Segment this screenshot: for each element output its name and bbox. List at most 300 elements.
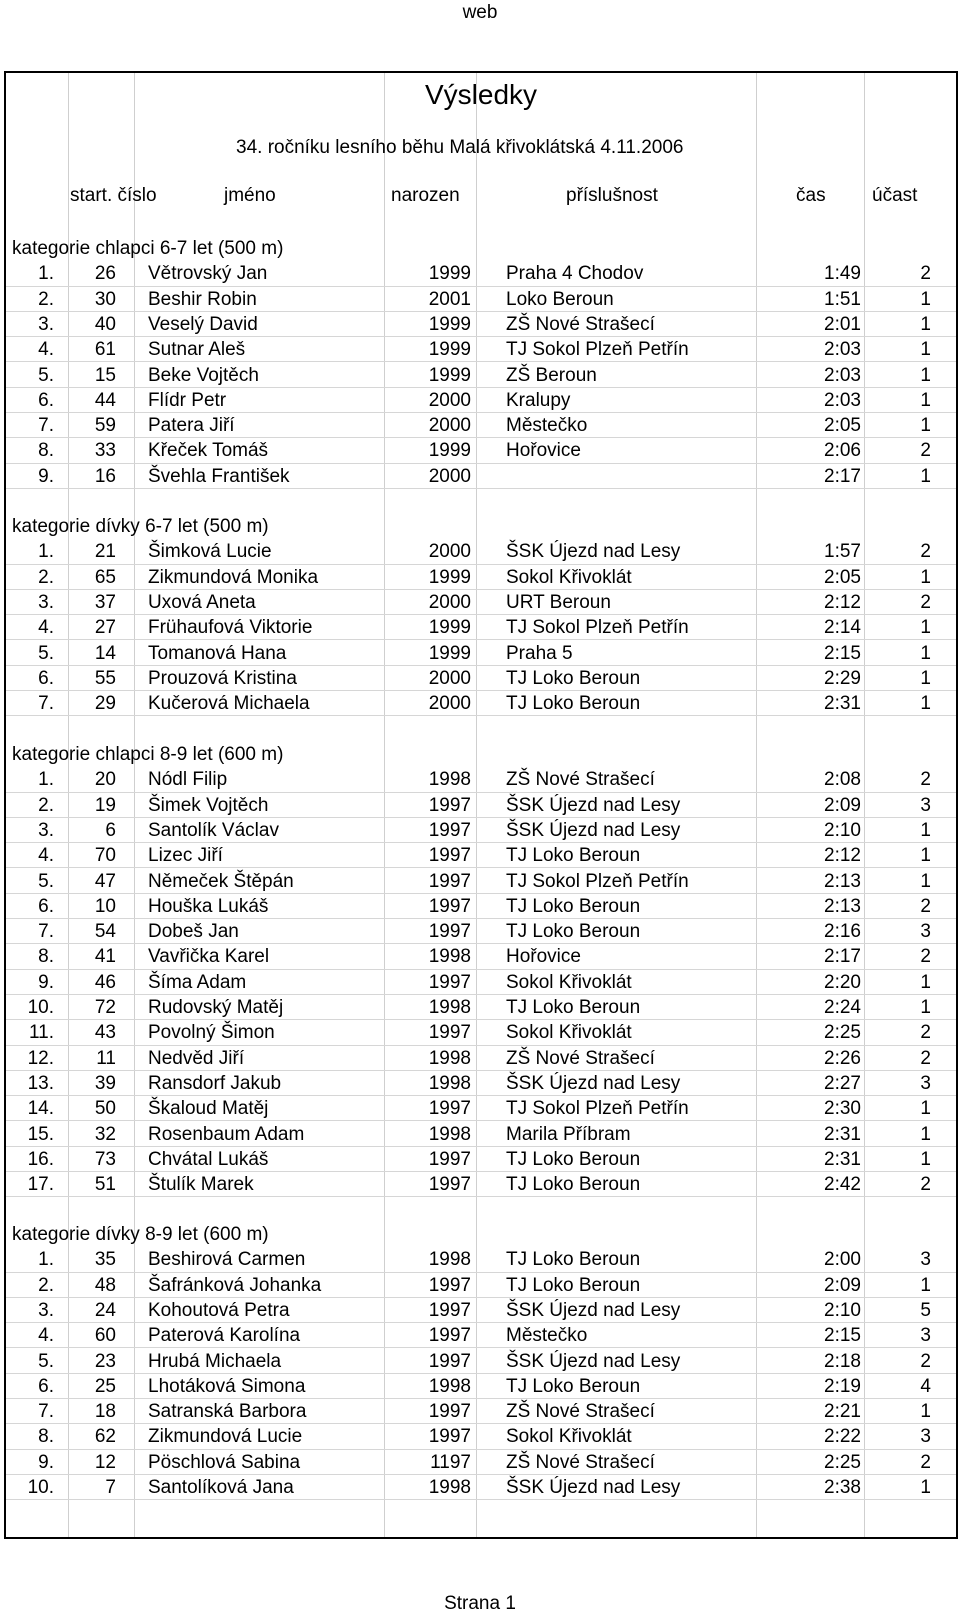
results-sheet [4, 71, 958, 1539]
cell-poradi: 6. [38, 667, 54, 689]
cell-ucast: 1 [920, 667, 931, 689]
cell-cislo: 43 [94, 1022, 116, 1044]
cell-cislo: 27 [94, 617, 116, 639]
cell-jmeno: Pöschlová Sabina [148, 1451, 301, 1473]
cell-narozen: 2000 [428, 667, 471, 689]
table-row [6, 412, 956, 438]
cell-ucast: 1 [920, 1148, 931, 1170]
cell-ucast: 2 [920, 440, 931, 462]
cell-narozen: 1997 [428, 1274, 471, 1296]
cell-prislusnost: TJ Loko Beroun [506, 1375, 641, 1397]
cell-narozen: 1197 [430, 1451, 471, 1473]
cell-jmeno: Vavřička Karel [148, 946, 270, 968]
cell-cislo: 37 [94, 591, 116, 613]
cell-narozen: 1997 [428, 819, 471, 841]
cell-cislo: 23 [94, 1350, 116, 1372]
cell-ucast: 1 [920, 1477, 931, 1498]
cell-cislo: 12 [94, 1451, 116, 1473]
cell-prislusnost: Sokol Křivoklát [506, 1426, 632, 1448]
cell-cislo: 35 [94, 1249, 116, 1271]
cell-prislusnost: ŠSK Újezd nad Lesy [506, 1477, 681, 1498]
cell-jmeno: Dobeš Jan [148, 921, 239, 943]
cell-cas: 2:31 [824, 1123, 861, 1145]
cell-ucast: 1 [920, 364, 931, 386]
table-row [6, 842, 956, 868]
cell-jmeno: Santolík Václav [148, 819, 279, 841]
cell-poradi: 2. [38, 794, 54, 816]
cell-narozen: 1997 [428, 1174, 471, 1196]
cell-jmeno: Zikmundová Monika [148, 566, 319, 588]
table-row [6, 1373, 956, 1399]
table-row [6, 362, 956, 388]
cell-poradi: 13. [27, 1072, 54, 1094]
cell-jmeno: Flídr Petr [148, 389, 227, 411]
cell-cas: 2:26 [824, 1047, 861, 1069]
cell-prislusnost: ŠSK Újezd nad Lesy [506, 1350, 681, 1372]
cell-jmeno: Kohoutová Petra [148, 1299, 290, 1321]
cell-ucast: 5 [920, 1299, 931, 1321]
cell-cislo: 70 [94, 845, 116, 867]
cell-poradi: 1. [38, 769, 54, 791]
cell-jmeno: Kučerová Michaela [148, 693, 310, 715]
cell-cas: 2:10 [824, 1299, 861, 1321]
cell-jmeno: Chvátal Lukáš [148, 1148, 269, 1170]
table-row [6, 589, 956, 615]
cell-cas: 2:09 [824, 1274, 861, 1296]
table-row [6, 918, 956, 944]
cell-cislo: 21 [94, 541, 116, 563]
column-header-ucast: účast [872, 185, 918, 206]
cell-narozen: 1998 [428, 997, 471, 1018]
cell-cas: 2:00 [824, 1249, 861, 1271]
category-heading: kategorie dívky 6-7 let (500 m) [12, 516, 269, 537]
cell-poradi: 5. [38, 1350, 54, 1372]
cell-cislo: 39 [94, 1072, 116, 1094]
column-header-jmeno: jméno [224, 185, 276, 206]
cell-cislo: 46 [94, 971, 116, 993]
cell-prislusnost: TJ Loko Beroun [506, 895, 641, 917]
cell-cas: 2:05 [824, 415, 861, 437]
cell-narozen: 1997 [428, 1148, 471, 1170]
cell-prislusnost: Praha 4 Chodov [506, 263, 644, 285]
table-row [6, 1449, 956, 1475]
cell-poradi: 6. [38, 389, 54, 411]
cell-poradi: 9. [38, 465, 54, 487]
cell-cislo: 41 [94, 946, 116, 968]
cell-jmeno: Lizec Jiří [148, 845, 223, 867]
cell-ucast: 2 [920, 1022, 931, 1044]
table-row [6, 1272, 956, 1298]
cell-prislusnost: TJ Sokol Plzeň Petřín [506, 339, 689, 361]
cell-cas: 2:15 [824, 1325, 861, 1347]
cell-narozen: 2000 [428, 541, 471, 563]
cell-cislo: 44 [94, 389, 116, 411]
cell-cislo: 30 [94, 288, 116, 310]
cell-ucast: 1 [920, 870, 931, 892]
cell-poradi: 14. [27, 1098, 54, 1120]
cell-poradi: 2. [38, 1274, 54, 1296]
cell-cas: 2:12 [824, 845, 861, 867]
cell-jmeno: Patera Jiří [148, 415, 235, 437]
cell-cislo: 72 [94, 997, 116, 1018]
cell-cislo: 19 [94, 794, 116, 816]
cell-poradi: 7. [38, 415, 54, 437]
cell-cislo: 73 [94, 1148, 116, 1170]
cell-ucast: 3 [920, 1249, 931, 1271]
cell-prislusnost: Kralupy [506, 389, 571, 411]
cell-cislo: 26 [94, 263, 116, 285]
table-row [6, 1095, 956, 1121]
table-row [6, 1121, 956, 1147]
cell-cas: 1:51 [824, 288, 861, 310]
cell-cislo: 55 [94, 667, 116, 689]
table-row [6, 387, 956, 413]
cell-jmeno: Povolný Šimon [148, 1022, 275, 1044]
cell-narozen: 2000 [428, 465, 471, 487]
cell-ucast: 2 [920, 946, 931, 968]
cell-jmeno: Šafránková Johanka [148, 1274, 322, 1296]
cell-cas: 2:06 [824, 440, 861, 462]
cell-ucast: 1 [920, 389, 931, 411]
cell-ucast: 1 [920, 642, 931, 664]
cell-narozen: 2000 [428, 389, 471, 411]
cell-cislo: 32 [94, 1123, 116, 1145]
page-title: Výsledky [424, 79, 538, 110]
cell-ucast: 2 [920, 1350, 931, 1372]
cell-narozen: 1997 [428, 1325, 471, 1347]
page-header: web [462, 2, 498, 23]
table-row [6, 969, 956, 995]
cell-ucast: 1 [920, 339, 931, 361]
cell-poradi: 8. [38, 440, 54, 462]
cell-jmeno: Větrovský Jan [148, 263, 268, 285]
cell-jmeno: Nedvěd Jiří [148, 1047, 245, 1069]
cell-prislusnost: ŠSK Újezd nad Lesy [506, 1299, 681, 1321]
table-row [6, 665, 956, 691]
cell-jmeno: Švehla František [148, 465, 290, 487]
cell-prislusnost: Sokol Křivoklát [506, 1022, 632, 1044]
cell-cas: 2:03 [824, 389, 861, 411]
cell-jmeno: Němeček Štěpán [148, 870, 294, 892]
cell-cas: 2:31 [824, 1148, 861, 1170]
cell-narozen: 1998 [428, 1072, 471, 1094]
cell-prislusnost: Marila Příbram [506, 1123, 631, 1145]
cell-narozen: 1998 [428, 1477, 471, 1498]
cell-prislusnost: TJ Loko Beroun [506, 921, 641, 943]
cell-poradi: 15. [27, 1123, 54, 1145]
cell-cas: 2:20 [824, 971, 861, 993]
cell-ucast: 1 [920, 1123, 931, 1145]
cell-prislusnost: Hořovice [506, 946, 581, 968]
cell-cas: 2:42 [824, 1174, 861, 1196]
cell-narozen: 1997 [428, 1426, 471, 1448]
cell-cas: 2:09 [824, 794, 861, 816]
cell-narozen: 1999 [428, 642, 471, 664]
cell-cas: 2:19 [824, 1375, 861, 1397]
cell-poradi: 5. [38, 870, 54, 892]
table-row [6, 463, 956, 489]
cell-jmeno: Sutnar Aleš [148, 339, 246, 361]
cell-ucast: 2 [920, 1451, 931, 1473]
cell-ucast: 2 [920, 769, 931, 791]
cell-cislo: 25 [94, 1375, 116, 1397]
cell-prislusnost: TJ Loko Beroun [506, 1148, 641, 1170]
cell-poradi: 3. [38, 819, 54, 841]
cell-prislusnost: URT Beroun [506, 591, 611, 613]
cell-jmeno: Prouzová Kristina [148, 667, 297, 689]
cell-cas: 2:24 [824, 997, 861, 1018]
cell-cislo: 16 [94, 465, 116, 487]
cell-cislo: 54 [94, 921, 116, 943]
cell-narozen: 1998 [428, 1249, 471, 1271]
cell-ucast: 2 [920, 1047, 931, 1069]
cell-prislusnost: ŠSK Újezd nad Lesy [506, 1072, 681, 1094]
cell-cislo: 48 [94, 1274, 116, 1296]
cell-ucast: 3 [920, 921, 931, 943]
cell-poradi: 3. [38, 591, 54, 613]
cell-ucast: 3 [920, 794, 931, 816]
cell-ucast: 2 [920, 591, 931, 613]
cell-ucast: 1 [920, 415, 931, 437]
cell-cislo: 59 [94, 415, 116, 437]
cell-prislusnost: TJ Sokol Plzeň Petřín [506, 617, 689, 639]
cell-jmeno: Uxová Aneta [148, 591, 256, 613]
column-header-cas: čas [796, 185, 826, 206]
cell-cas: 2:15 [824, 642, 861, 664]
table-row [6, 690, 956, 716]
cell-ucast: 3 [920, 1072, 931, 1094]
cell-narozen: 1997 [428, 921, 471, 943]
cell-poradi: 2. [38, 288, 54, 310]
cell-poradi: 7. [38, 1401, 54, 1423]
table-row [6, 868, 956, 894]
cell-cislo: 47 [94, 870, 116, 892]
category-heading: kategorie dívky 8-9 let (600 m) [12, 1224, 269, 1245]
column-header-narozen: narozen [391, 185, 460, 206]
cell-narozen: 1999 [428, 313, 471, 335]
cell-ucast: 2 [920, 263, 931, 285]
cell-narozen: 1997 [428, 1350, 471, 1372]
cell-prislusnost: TJ Loko Beroun [506, 693, 641, 715]
cell-jmeno: Beke Vojtěch [148, 364, 259, 386]
cell-poradi: 10. [27, 1477, 54, 1498]
table-row [6, 336, 956, 362]
cell-cas: 2:25 [824, 1022, 861, 1044]
cell-narozen: 1998 [428, 769, 471, 791]
cell-prislusnost: ZŠ Nové Strašecí [506, 1401, 655, 1423]
table-row [6, 437, 956, 463]
cell-prislusnost: Městečko [506, 415, 588, 437]
cell-poradi: 10. [27, 997, 54, 1018]
cell-ucast: 4 [920, 1375, 931, 1397]
cell-cas: 2:38 [824, 1477, 861, 1498]
cell-narozen: 1998 [428, 946, 471, 968]
table-row [6, 564, 956, 590]
cell-jmeno: Tomanová Hana [148, 642, 287, 664]
cell-poradi: 4. [38, 617, 54, 639]
cell-jmeno: Nódl Filip [148, 769, 228, 791]
cell-poradi: 4. [38, 339, 54, 361]
cell-ucast: 2 [920, 1174, 931, 1196]
table-row [6, 1348, 956, 1374]
cell-cas: 2:17 [824, 946, 861, 968]
table-row [6, 943, 956, 969]
cell-cas: 2:03 [824, 339, 861, 361]
cell-cislo: 14 [94, 642, 116, 664]
cell-poradi: 1. [38, 541, 54, 563]
table-row [6, 1246, 956, 1272]
cell-prislusnost: TJ Loko Beroun [506, 997, 641, 1018]
cell-poradi: 7. [38, 693, 54, 715]
cell-narozen: 1999 [428, 364, 471, 386]
cell-jmeno: Škaloud Matěj [148, 1098, 269, 1120]
cell-prislusnost: Sokol Křivoklát [506, 971, 632, 993]
cell-ucast: 1 [920, 288, 931, 310]
cell-ucast: 2 [920, 541, 931, 563]
cell-jmeno: Hrubá Michaela [148, 1350, 282, 1372]
table-row [6, 1322, 956, 1348]
page-footer: Strana 1 [444, 1593, 516, 1614]
cell-prislusnost: ZŠ Beroun [506, 364, 597, 386]
cell-cas: 2:05 [824, 566, 861, 588]
cell-cislo: 65 [94, 566, 116, 588]
table-row [6, 1171, 956, 1197]
cell-ucast: 1 [920, 971, 931, 993]
cell-narozen: 1999 [428, 566, 471, 588]
cell-jmeno: Rudovský Matěj [148, 997, 284, 1018]
cell-poradi: 9. [38, 971, 54, 993]
cell-cislo: 40 [94, 313, 116, 335]
cell-jmeno: Houška Lukáš [148, 895, 269, 917]
cell-prislusnost: ZŠ Nové Strašecí [506, 1451, 655, 1473]
cell-poradi: 7. [38, 921, 54, 943]
cell-prislusnost: ZŠ Nové Strašecí [506, 1047, 655, 1069]
cell-prislusnost [506, 463, 786, 489]
table-row [6, 260, 956, 286]
cell-cas: 2:21 [824, 1401, 861, 1423]
cell-poradi: 5. [38, 642, 54, 664]
cell-cislo: 29 [94, 693, 116, 715]
cell-prislusnost: Městečko [506, 1325, 588, 1347]
cell-cislo: 50 [94, 1098, 116, 1120]
cell-jmeno: Paterová Karolína [148, 1325, 301, 1347]
table-row [6, 1146, 956, 1172]
cell-poradi: 3. [38, 313, 54, 335]
cell-prislusnost: ŠSK Újezd nad Lesy [506, 819, 681, 841]
cell-cas: 2:27 [824, 1072, 861, 1094]
cell-cas: 2:16 [824, 921, 861, 943]
cell-cas: 2:13 [824, 895, 861, 917]
table-row [6, 766, 956, 792]
table-row [6, 817, 956, 843]
table-row [6, 311, 956, 337]
cell-jmeno: Křeček Tomáš [148, 440, 269, 462]
cell-ucast: 1 [920, 1401, 931, 1423]
cell-ucast: 1 [920, 1274, 931, 1296]
cell-ucast: 3 [920, 1325, 931, 1347]
cell-prislusnost: ZŠ Nové Strašecí [506, 313, 655, 335]
cell-prislusnost: Sokol Křivoklát [506, 566, 632, 588]
cell-jmeno: Šimek Vojtěch [148, 794, 269, 816]
cell-narozen: 1998 [428, 1123, 471, 1145]
table-row [6, 893, 956, 919]
cell-cas: 1:49 [824, 263, 861, 285]
cell-narozen: 2000 [428, 693, 471, 715]
cell-prislusnost: TJ Sokol Plzeň Petřín [506, 870, 689, 892]
cell-cislo: 60 [94, 1325, 116, 1347]
cell-jmeno: Štulík Marek [148, 1174, 254, 1196]
column-header-cislo: start. číslo [70, 185, 157, 206]
cell-cislo: 62 [94, 1426, 116, 1448]
table-row [6, 994, 956, 1020]
cell-prislusnost: Loko Beroun [506, 288, 614, 310]
cell-narozen: 1998 [428, 1375, 471, 1397]
cell-narozen: 1999 [428, 263, 471, 285]
cell-narozen: 1998 [428, 1047, 471, 1069]
cell-cas: 2:14 [824, 617, 861, 639]
cell-prislusnost: TJ Loko Beroun [506, 1249, 641, 1271]
cell-narozen: 2000 [428, 591, 471, 613]
cell-ucast: 1 [920, 465, 931, 487]
cell-narozen: 1997 [428, 1022, 471, 1044]
cell-cislo: 10 [94, 895, 116, 917]
table-row [6, 792, 956, 818]
cell-narozen: 1997 [428, 794, 471, 816]
category-heading: kategorie chlapci 8-9 let (600 m) [12, 744, 284, 765]
cell-poradi: 8. [38, 1426, 54, 1448]
cell-narozen: 1997 [428, 1098, 471, 1120]
cell-cislo: 33 [94, 440, 116, 462]
cell-poradi: 4. [38, 1325, 54, 1347]
cell-jmeno: Zikmundová Lucie [148, 1426, 303, 1448]
cell-prislusnost: ŠSK Újezd nad Lesy [506, 794, 681, 816]
cell-narozen: 1997 [428, 971, 471, 993]
table-row [6, 1070, 956, 1096]
table-row [6, 1423, 956, 1449]
cell-cas: 2:22 [824, 1426, 861, 1448]
cell-prislusnost: Praha 5 [506, 642, 573, 664]
cell-jmeno: Satranská Barbora [148, 1401, 307, 1423]
cell-cas: 2:12 [824, 591, 861, 613]
cell-cas: 2:01 [824, 313, 861, 335]
cell-narozen: 1997 [428, 1299, 471, 1321]
cell-ucast: 1 [920, 693, 931, 715]
cell-cas: 2:03 [824, 364, 861, 386]
cell-narozen: 1997 [428, 1401, 471, 1423]
cell-jmeno: Šíma Adam [148, 971, 247, 993]
cell-poradi: 6. [38, 1375, 54, 1397]
cell-poradi: 2. [38, 566, 54, 588]
cell-narozen: 1999 [428, 339, 471, 361]
cell-narozen: 2000 [428, 415, 471, 437]
cell-jmeno: Beshirová Carmen [148, 1249, 306, 1271]
table-row [6, 640, 956, 666]
table-row [6, 1398, 956, 1424]
cell-cas: 1:57 [824, 541, 861, 563]
cell-ucast: 1 [920, 313, 931, 335]
cell-prislusnost: Hořovice [506, 440, 581, 462]
cell-poradi: 8. [38, 946, 54, 968]
cell-ucast: 1 [920, 819, 931, 841]
cell-jmeno: Veselý David [148, 313, 258, 335]
cell-prislusnost: TJ Loko Beroun [506, 1174, 641, 1196]
cell-narozen: 2001 [428, 288, 471, 310]
cell-jmeno: Šimková Lucie [148, 541, 272, 563]
cell-narozen: 1999 [428, 440, 471, 462]
cell-cas: 2:13 [824, 870, 861, 892]
cell-jmeno: Beshir Robin [148, 288, 257, 310]
cell-poradi: 1. [38, 1249, 54, 1271]
